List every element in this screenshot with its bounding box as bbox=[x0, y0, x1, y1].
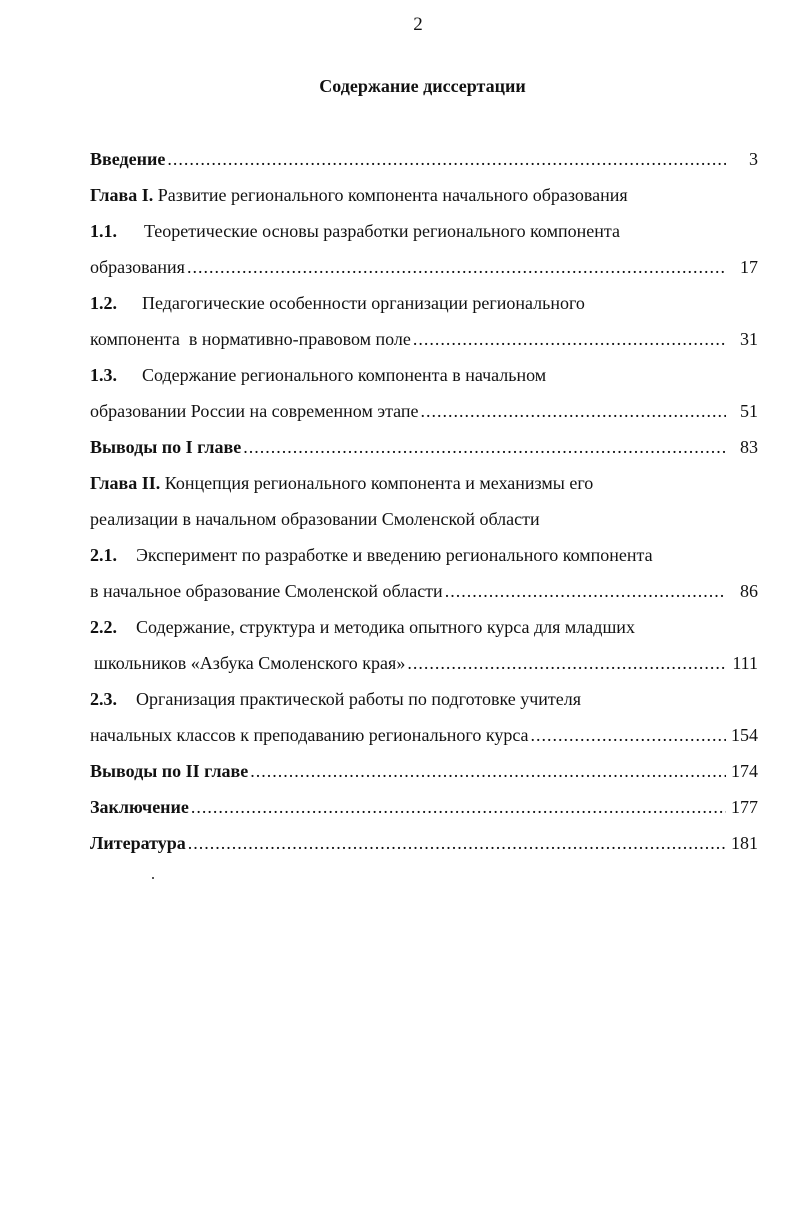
toc-page-number: 154 bbox=[731, 725, 758, 745]
toc-conclusions-1 bbox=[90, 429, 758, 465]
toc-section-2-3-cont bbox=[90, 717, 758, 753]
chapter-title: Концепция регионального компонента и механизмы его bbox=[164, 473, 594, 493]
section-title: Эксперимент по разработке и введению регионального компонента bbox=[136, 545, 653, 565]
toc-page-number: 174 bbox=[731, 761, 758, 781]
toc-section-2-2 bbox=[90, 609, 758, 645]
section-title: Содержание регионального компонента в начальном bbox=[142, 365, 547, 385]
dot-leader bbox=[167, 141, 726, 177]
toc-page-number: 86 bbox=[740, 581, 758, 601]
section-number: 1.1. bbox=[90, 221, 117, 241]
section-number: 1.3. bbox=[90, 365, 117, 385]
chapter-title: Развитие регионального компонента начального образования bbox=[157, 185, 628, 205]
toc-chapter-2 bbox=[90, 465, 758, 501]
toc-chapter-1 bbox=[90, 177, 758, 213]
toc-section-1-2-cont bbox=[90, 321, 758, 357]
toc-page-number: 111 bbox=[732, 653, 758, 673]
toc-literature bbox=[90, 825, 758, 861]
section-title-cont: образовании России на современном этапе bbox=[90, 401, 419, 421]
toc-section-1-1-cont bbox=[90, 249, 758, 285]
section-title: Содержание, структура и методика опытного курса для младших bbox=[136, 617, 635, 637]
chapter-title-cont: реализации в начальном образовании Смоленской области bbox=[90, 509, 540, 529]
dot-leader bbox=[187, 249, 726, 285]
page-number: 2 bbox=[413, 14, 423, 35]
toc-page-number: 181 bbox=[731, 833, 758, 853]
section-title-cont: в начальное образование Смоленской области bbox=[90, 581, 443, 601]
toc-conclusions-2 bbox=[90, 753, 758, 789]
table-of-contents bbox=[90, 141, 758, 861]
toc-entry-label: Выводы по II главе bbox=[90, 761, 249, 781]
dot-leader bbox=[188, 825, 726, 861]
section-title-cont: образования bbox=[90, 257, 185, 277]
toc-page-number: 83 bbox=[740, 437, 758, 457]
toc-page-number: 17 bbox=[740, 257, 758, 277]
toc-entry-intro bbox=[90, 141, 758, 177]
section-title: Теоретические основы разработки регионального компонента bbox=[144, 221, 620, 241]
dot-leader bbox=[445, 573, 726, 609]
toc-section-2-1-cont bbox=[90, 573, 758, 609]
dot-leader bbox=[531, 717, 726, 753]
toc-conclusion bbox=[90, 789, 758, 825]
dot-leader bbox=[243, 429, 726, 465]
toc-section-1-1 bbox=[90, 213, 758, 249]
toc-section-1-2 bbox=[90, 285, 758, 321]
toc-chapter-2-cont bbox=[90, 501, 758, 537]
chapter-label: Глава I. bbox=[90, 185, 154, 205]
dot-leader bbox=[191, 789, 726, 825]
toc-section-2-3 bbox=[90, 681, 758, 717]
chapter-label: Глава II. bbox=[90, 473, 161, 493]
dot-leader bbox=[407, 645, 726, 681]
section-title-cont: компонента в нормативно-правовом поле bbox=[90, 329, 411, 349]
dot-leader bbox=[413, 321, 726, 357]
section-number: 2.2. bbox=[90, 617, 117, 637]
toc-page-number: 177 bbox=[731, 797, 758, 817]
section-number: 2.1. bbox=[90, 545, 117, 565]
section-title: Организация практической работы по подготовке учителя bbox=[136, 689, 582, 709]
toc-section-2-2-cont bbox=[90, 645, 758, 681]
scan-speck bbox=[152, 877, 154, 879]
toc-page-number: 31 bbox=[740, 329, 758, 349]
section-number: 2.3. bbox=[90, 689, 117, 709]
toc-page-number: 51 bbox=[740, 401, 758, 421]
page-title: Содержание диссертации bbox=[319, 76, 526, 96]
section-number: 1.2. bbox=[90, 293, 117, 313]
dot-leader bbox=[250, 753, 726, 789]
section-title-cont: начальных классов к преподаванию регионального курса bbox=[90, 725, 529, 745]
toc-page-number: 3 bbox=[749, 149, 758, 169]
toc-entry-label: Выводы по I главе bbox=[90, 437, 242, 457]
toc-section-1-3-cont bbox=[90, 393, 758, 429]
toc-entry-label: Заключение bbox=[90, 797, 189, 817]
toc-section-1-3 bbox=[90, 357, 758, 393]
section-title-cont: школьников «Азбука Смоленского края» bbox=[94, 653, 406, 673]
dot-leader bbox=[421, 393, 726, 429]
toc-section-2-1 bbox=[90, 537, 758, 573]
section-title: Педагогические особенности организации регионального bbox=[142, 293, 585, 313]
toc-entry-label: Введение bbox=[90, 149, 166, 169]
toc-entry-label: Литература bbox=[90, 833, 186, 853]
